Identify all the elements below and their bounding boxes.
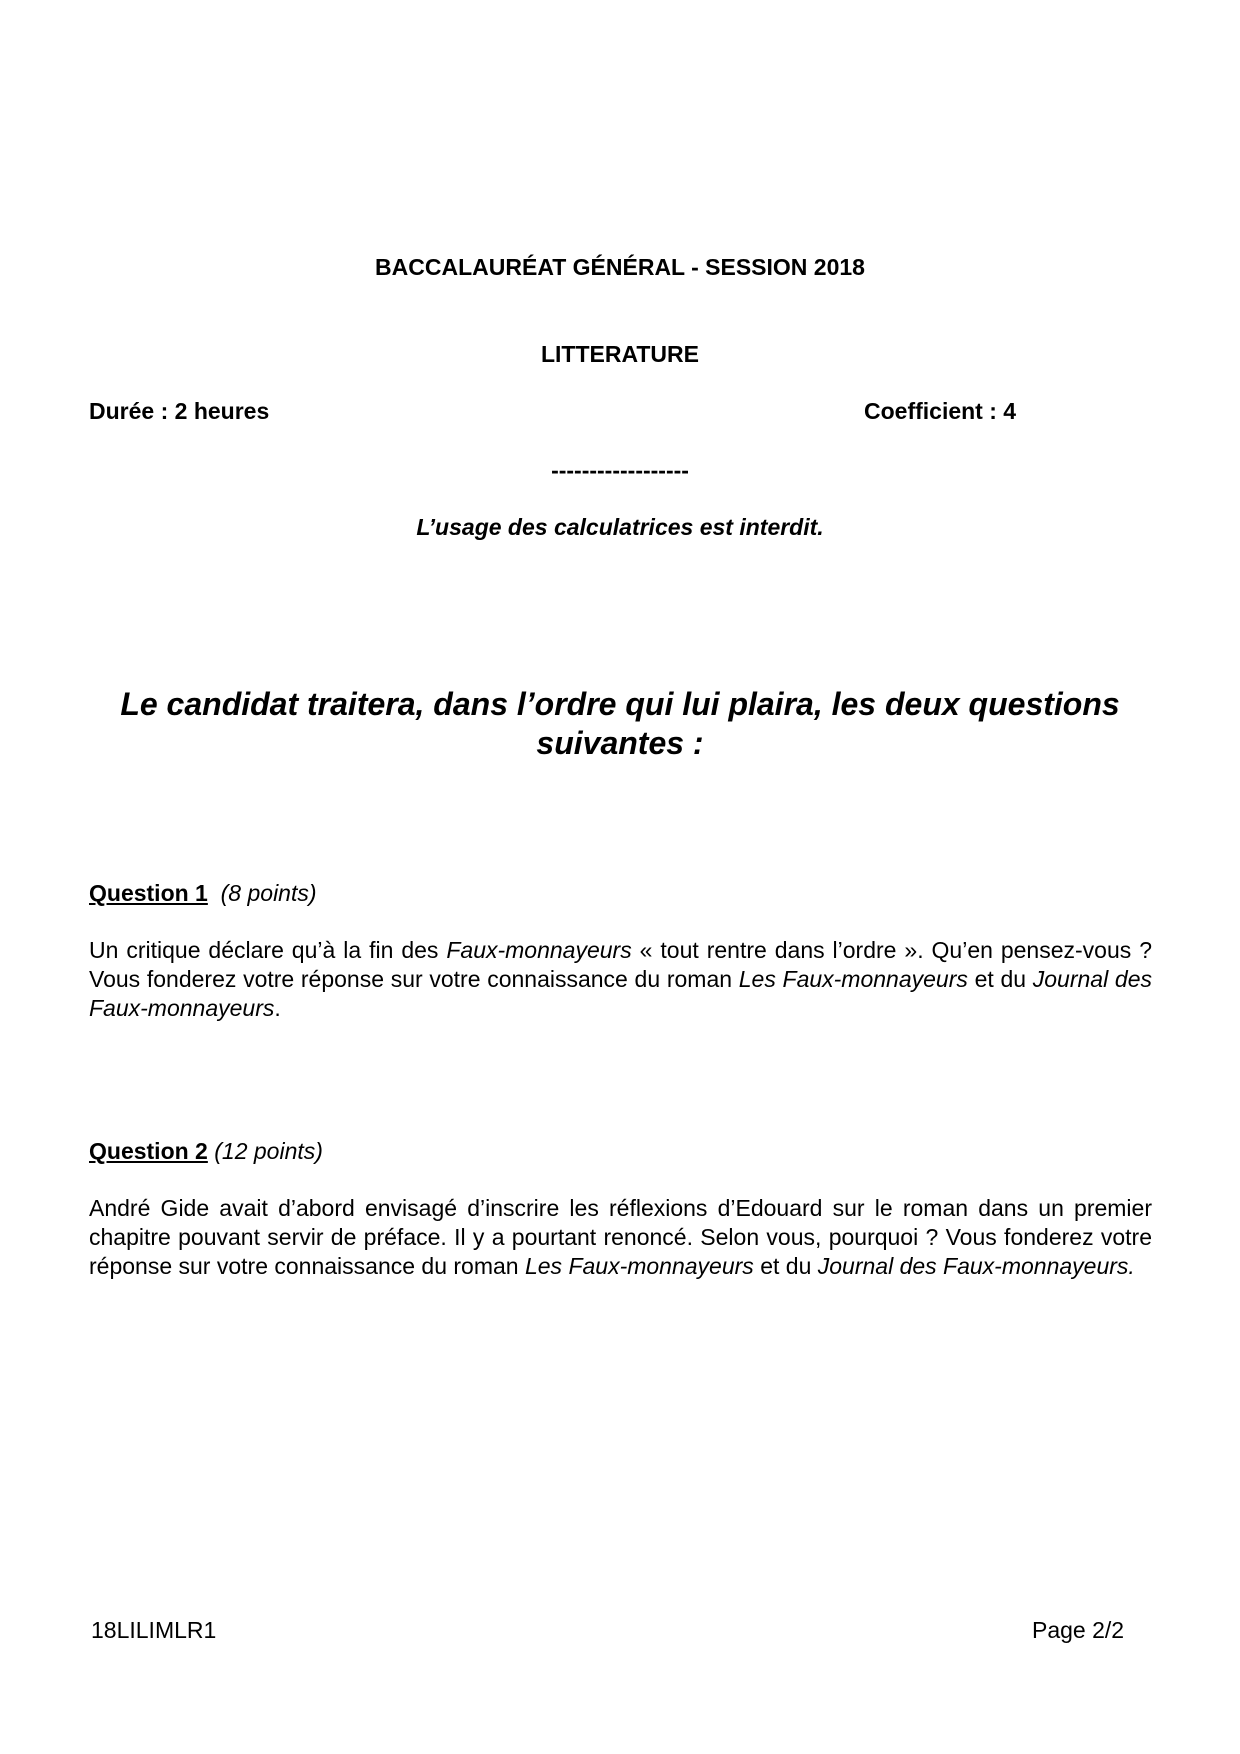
question-2-text-part: André Gide avait d’abord envisagé d’inscrire les réflexions d’Edouard sur le roman dans un premier chapitre pouvant servir de préface. Il y a pourtant renoncé. Selon vous, pourquoi ? Vous fonderez votre réponse sur votre connaissance du roman <box>89 1195 1152 1279</box>
question-1-text-part: « tout rentre dans l’ordre ». Qu’en pensez-vous ? Vous fonderez votre réponse sur votre connaissance du roman <box>89 937 1152 992</box>
exam-subject: LITTERATURE <box>540 341 699 367</box>
question-2-label: Question 2 <box>89 1138 208 1164</box>
question-1-heading <box>89 880 317 907</box>
calculator-notice: L’usage des calculatrices est interdit. <box>416 514 824 540</box>
question-1-label: Question 1 <box>89 880 208 906</box>
exam-duration: Durée : 2 heures <box>89 398 270 424</box>
question-1-text <box>89 936 1152 1023</box>
question-1-title-ref: Faux-monnayeurs <box>446 937 632 963</box>
question-2-text-part: et du <box>753 1253 818 1279</box>
exam-coefficient: Coefficient : 4 <box>864 398 1017 424</box>
question-1-title-ref: Les Faux-monnayeurs <box>738 966 968 992</box>
document-code: 18LILIMLR1 <box>91 1617 217 1643</box>
question-1-text-part: Un critique déclare qu’à la fin des <box>89 937 447 963</box>
header-separator: ------------------ <box>551 457 689 483</box>
question-2-heading <box>89 1138 323 1165</box>
exam-instruction: Le candidat traitera, dans l’ordre qui lui plaira, les deux questions suivantes : <box>120 686 1120 761</box>
exam-title: BACCALAURÉAT GÉNÉRAL - SESSION 2018 <box>375 254 865 280</box>
question-2-title-ref: Les Faux-monnayeurs <box>524 1253 754 1279</box>
question-2-points: (12 points) <box>214 1138 323 1164</box>
question-2-text <box>89 1194 1152 1281</box>
question-1-title-ref: Journal des Faux-monnayeurs <box>89 966 1152 1021</box>
question-1-text-part: et du <box>967 966 1033 992</box>
page-number: Page 2/2 <box>1032 1617 1125 1643</box>
question-1-text-part: . <box>274 995 281 1021</box>
question-1-points: (8 points) <box>220 880 317 906</box>
question-2-title-ref: Journal des Faux-monnayeurs. <box>817 1253 1135 1279</box>
